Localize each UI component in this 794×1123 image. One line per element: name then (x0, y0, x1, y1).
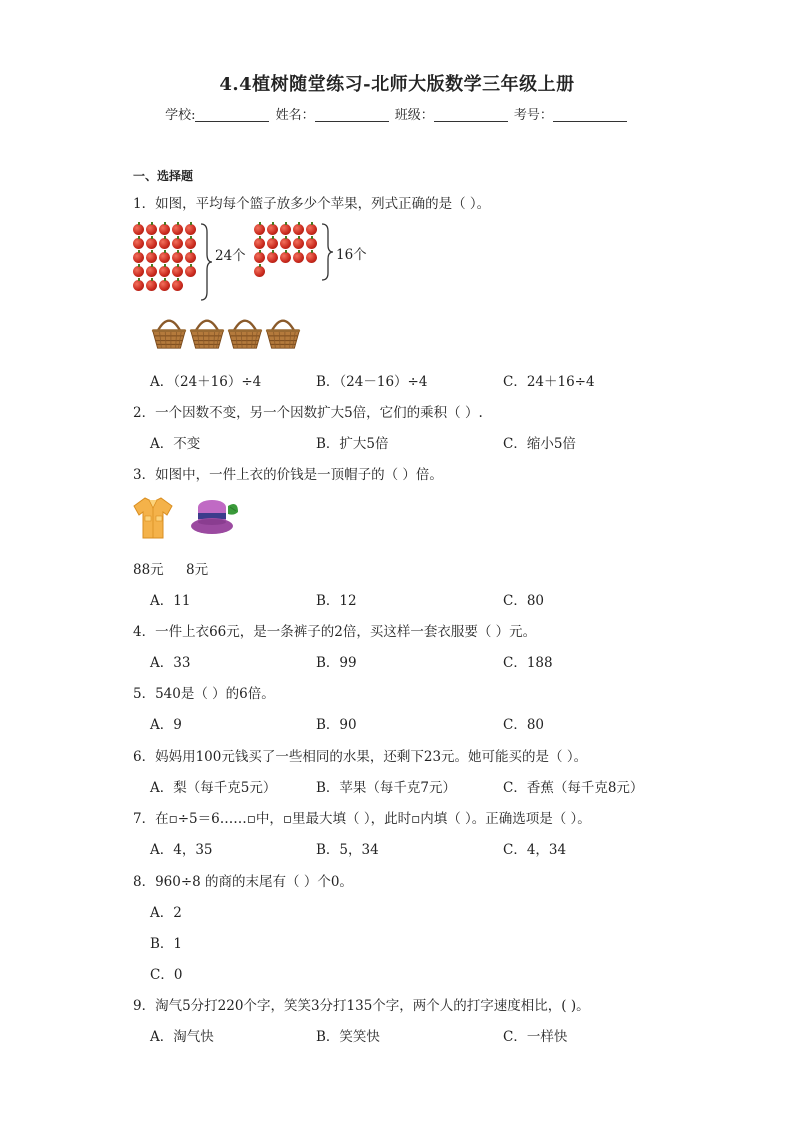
apple-icon (159, 252, 170, 263)
q6-option-b[interactable]: B．苹果（每千克7元） (316, 780, 457, 796)
q5-option-c[interactable]: C．80 (503, 717, 545, 733)
q7-option-b[interactable]: B．5，34 (316, 842, 379, 858)
left-brace-icon (199, 222, 213, 302)
q5-option-a[interactable]: A．9 (150, 717, 182, 733)
apple-icon (146, 224, 157, 235)
q4-option-c[interactable]: C．188 (503, 655, 553, 671)
right-count-label: 16个 (336, 247, 367, 263)
id-label: 考号： (513, 108, 553, 123)
q7-option-a[interactable]: A．4，35 (150, 842, 213, 858)
basket-icon (150, 314, 188, 352)
shirt-price: 88元 (133, 562, 164, 578)
apple-icon (146, 238, 157, 249)
q1-option-a[interactable]: A．（24＋16）÷4 (150, 374, 262, 390)
question-1-stem: 1．如图，平均每个篮子放多少个苹果，列式正确的是（ ）。 (133, 196, 491, 212)
name-label: 姓名： (275, 108, 315, 123)
apple-icon (280, 238, 291, 249)
apple-icon (267, 238, 278, 249)
question-6-stem: 6．妈妈用100元钱买了一些相同的水果，还剩下23元。她可能买的是（ ）。 (133, 749, 588, 765)
q4-option-a[interactable]: A．33 (150, 655, 191, 671)
q8-option-c[interactable]: C．0 (150, 967, 183, 983)
class-blank[interactable] (434, 107, 508, 122)
apple-icon (159, 238, 170, 249)
apple-icon (306, 224, 317, 235)
q4-option-b[interactable]: B．99 (316, 655, 357, 671)
school-blank[interactable] (195, 107, 269, 122)
question-9-stem: 9．淘气5分打220个字，笑笑3分打135个字，两个人的打字速度相比，( )。 (133, 998, 590, 1014)
apple-icon (185, 238, 196, 249)
q3-option-b[interactable]: B．12 (316, 593, 357, 609)
q7-option-c[interactable]: C．4，34 (503, 842, 567, 858)
apple-icon (172, 280, 183, 291)
page-title: 4.4植树随堂练习-北师大版数学三年级上册 (219, 74, 575, 95)
apple-icon (133, 280, 144, 291)
q1-option-b[interactable]: B．（24－16）÷4 (316, 374, 428, 390)
student-info-line (0, 104, 794, 123)
basket-icon (188, 314, 226, 352)
basket-icon (264, 314, 302, 352)
right-brace-icon (320, 222, 334, 282)
q6-option-a[interactable]: A．梨（每千克5元） (150, 780, 277, 796)
apple-icon (306, 252, 317, 263)
q3-option-a[interactable]: A．11 (150, 593, 191, 609)
left-apple-grid (133, 224, 197, 294)
apple-icon (146, 252, 157, 263)
q9-option-c[interactable]: C．一样快 (503, 1029, 568, 1045)
section-title: 一、选择题 (133, 169, 194, 183)
q1-right-apple-group (254, 224, 318, 280)
apple-icon (254, 252, 265, 263)
apple-icon (133, 238, 144, 249)
apple-icon (133, 252, 144, 263)
left-count-label: 24个 (215, 248, 246, 264)
apple-icon (254, 224, 265, 235)
apple-icon (159, 266, 170, 277)
apple-icon (146, 266, 157, 277)
q3-option-c[interactable]: C．80 (503, 593, 545, 609)
apple-icon (159, 224, 170, 235)
question-8-stem: 8．960÷8 的商的末尾有（ ）个0。 (133, 874, 353, 890)
question-2-stem: 2．一个因数不变，另一个因数扩大5倍，它们的乘积（ ）. (133, 405, 483, 421)
right-apple-grid (254, 224, 318, 280)
hat-price: 8元 (186, 562, 209, 578)
q1-left-apple-group (133, 224, 197, 294)
school-label: 学校: (165, 108, 196, 123)
q8-option-a[interactable]: A．2 (150, 905, 182, 921)
apple-icon (293, 238, 304, 249)
question-5-stem: 5．540是（ ）的6倍。 (133, 686, 275, 702)
basket-row (150, 314, 302, 352)
apple-icon (185, 266, 196, 277)
apple-icon (185, 224, 196, 235)
name-blank[interactable] (315, 107, 389, 122)
class-label: 班级： (394, 108, 434, 123)
q1-option-c[interactable]: C．24＋16÷4 (503, 374, 595, 390)
question-3-stem: 3．如图中，一件上衣的价钱是一顶帽子的（ ）倍。 (133, 467, 443, 483)
q8-option-b[interactable]: B．1 (150, 936, 183, 952)
apple-icon (185, 252, 196, 263)
shirt-icon (132, 496, 174, 540)
q5-option-b[interactable]: B．90 (316, 717, 357, 733)
apple-icon (293, 252, 304, 263)
q9-option-a[interactable]: A．淘气快 (150, 1029, 214, 1045)
apple-icon (172, 238, 183, 249)
question-7-stem: 7．在▫÷5＝6……▫中，▫里最大填（ ），此时▫内填（ ）。正确选项是（ ）。 (133, 811, 591, 827)
q2-option-a[interactable]: A．不变 (150, 436, 201, 452)
apple-icon (254, 238, 265, 249)
apple-icon (280, 224, 291, 235)
q2-option-c[interactable]: C．缩小5倍 (503, 436, 576, 452)
question-4-stem: 4．一件上衣66元，是一条裤子的2倍，买这样一套衣服要（ ）元。 (133, 624, 537, 640)
apple-icon (133, 224, 144, 235)
apple-icon (267, 224, 278, 235)
q9-option-b[interactable]: B．笑笑快 (316, 1029, 380, 1045)
apple-icon (172, 266, 183, 277)
apple-icon (306, 238, 317, 249)
hat-icon (190, 496, 242, 540)
q6-option-c[interactable]: C．香蕉（每千克8元） (503, 780, 644, 796)
q2-option-b[interactable]: B．扩大5倍 (316, 436, 389, 452)
basket-icon (226, 314, 264, 352)
apple-icon (267, 252, 278, 263)
apple-icon (280, 252, 291, 263)
apple-icon (159, 280, 170, 291)
apple-icon (293, 224, 304, 235)
apple-icon (254, 266, 265, 277)
apple-icon (172, 224, 183, 235)
apple-icon (172, 252, 183, 263)
apple-icon (133, 266, 144, 277)
apple-icon (146, 280, 157, 291)
id-blank[interactable] (553, 107, 627, 122)
